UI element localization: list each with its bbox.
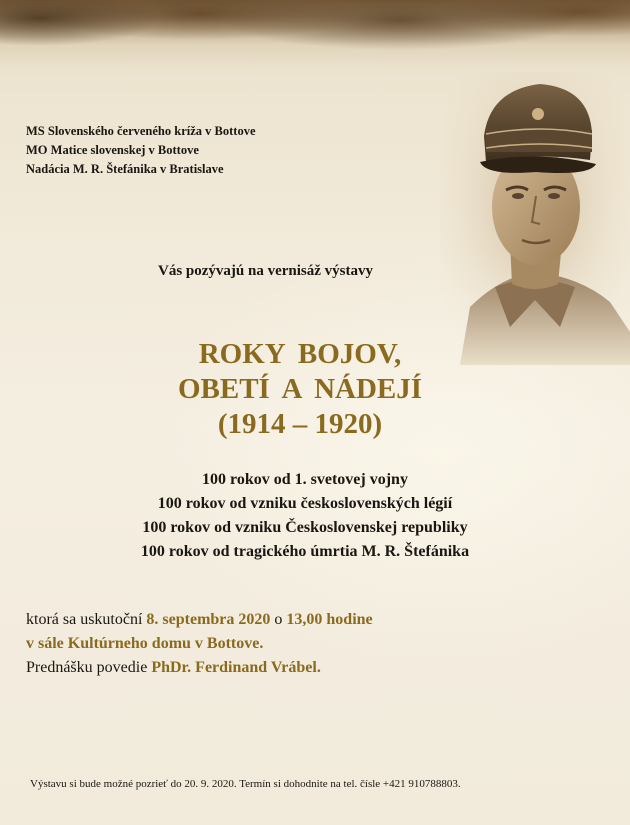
anniversaries-list xyxy=(80,468,530,564)
lecture-prefix: Prednášku povedie xyxy=(26,659,152,676)
anniversary-line: 100 rokov od tragického úmrtia M. R. Štefánika xyxy=(140,543,470,560)
exhibition-title-line2: OBETÍ A NÁDEJÍ xyxy=(177,373,423,405)
date-prefix: ktorá sa uskutoční xyxy=(26,611,147,628)
anniversary-line: 100 rokov od 1. svetovej vojny xyxy=(202,471,408,488)
event-date-line xyxy=(26,608,373,632)
organizer-line: Nadácia M. R. Štefánika v Bratislave xyxy=(26,162,224,176)
footnote: Výstavu si bude možné pozrieť do 20. 9. 2020. Termín si dohodnite na tel. čísle +421 910788803. xyxy=(30,778,461,790)
lecturer-name: PhDr. Ferdinand Vrábel. xyxy=(151,659,321,676)
exhibition-title-line1: ROKY BOJOV, xyxy=(198,338,402,370)
anniversary-line: 100 rokov od vzniku československých légií xyxy=(157,495,453,512)
organizer-line: MO Matice slovenskej v Bottove xyxy=(26,143,199,157)
organizers-list xyxy=(26,122,256,179)
event-details xyxy=(26,608,373,680)
exhibition-title-years: (1914 – 1920) xyxy=(217,408,383,440)
event-time: 13,00 hodine xyxy=(286,611,373,628)
organizer-line: MS Slovenského červeného kríža v Bottove xyxy=(26,124,256,138)
time-prefix: o xyxy=(270,611,287,628)
lecture-line xyxy=(26,656,373,680)
event-date: 8. septembra 2020 xyxy=(146,611,271,628)
event-venue: v sále Kultúrneho domu v Bottove. xyxy=(26,635,264,652)
anniversary-line: 100 rokov od vzniku Československej republiky xyxy=(142,519,468,536)
invitation-text: Vás pozývajú na vernisáž výstavy xyxy=(158,263,374,279)
decorative-header-stain xyxy=(0,0,630,70)
portrait-image xyxy=(440,72,630,365)
